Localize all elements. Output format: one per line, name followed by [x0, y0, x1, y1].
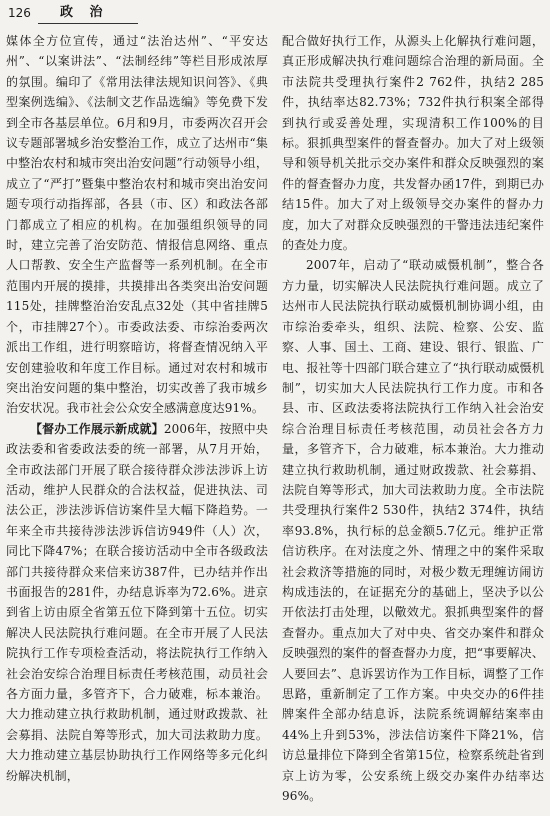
left-column: [6, 31, 268, 786]
paragraph: 媒体全方位宣传，通过“法治达州”、“平安达州”、“以案讲法”、“法制经纬”等栏目形成浓厚的氛围。编印了《常用法律法规知识问答》、《典型案例选编》、《法制文艺作品选编》等免费下发到全市各基层单位。6月和9月，市委两次召开会议专题部署城乡治安整治工作，成立了达州市“集中整治农村和城市突出治安问题”行动领导小组，成立了“严打”暨集中整治农村和城市突出治安问题专项行动指挥部，各县（市、区）和政法各部门都成立了相应的机构。在加强组织领导的同时，建立完善了治安防范、情报信息网络、重点人口帮教、安全生产监督等一系列机制。在全市范围内开展的摸排，共摸排出各类突出治安问题115处，挂牌整治治安乱点32处（其中省挂牌5个，市挂牌27个）。市委政法委、市综治委两次派出工作组，进行明察暗访，将督查情况纳入平安创建验收和年度工作目标。通过对农村和城市突出治安问题的集中整治，切实改善了我市城乡治安状况。我市社会公众安全感满意度达91%。: [6, 34, 268, 416]
section-heading: 【督办工作展示新成就】: [30, 421, 164, 436]
page-number: 126: [8, 6, 31, 20]
paragraph: 2007年，启动了“联动威慑机制”，整合各方力量，切实解决人民法院执行难问题。成立了达州市人民法院执行联动威慑机制协调小组，由市综治委牵头，组织、法院、检察、公安、监察、人事、国土、工商、建设、银行、银监、广电、报社等十四部门联合建立了“执行联动威慑机制”，切实加大人民法院执行工作力度。市和各县、市、区政法委将法院执行工作纳入社会治安综合治理目标责任考核范围，动员社会各方力量，多管齐下，合力破难，标本兼治。大力推动建立执行救助机制，通过财政拨款、社会募捐、法院自筹等形式，加大司法救助力度。全市法院共受理执行案件2 530件，执结2 374件，执结率93.8%，执行标的总金额5.7亿元。维护正常信访秩序。在对法度之外、情理之中的案件采取社会救济等措施的同时，对极少数无理缠访闹访构成违法的，在证据充分的基础上，坚决予以公开依法打击处理，以儆效尤。狠抓典型案件的督查督办。重点加大了对中央、省交办案件和群众反映强烈的案件的督查督办力度，把“事要解决、人要回去”、息诉罢访作为工作目标，调整了工作思路，重新制定了工作方案。中央交办的6件挂牌案件全部办结息诉，法院系统调解结案率由44%上升到53%，涉法信访案件下降21%，信访总量排位下降到全省第15位，检察系统赴省到京上访为零，公安系统上级交办案件办结率达96%。: [282, 258, 544, 804]
paragraph: [6, 419, 268, 786]
paragraph-text: 2006年，按照中央政法委和省委政法委的统一部署，从7月开始，全市政法部门开展了联合接待群众涉法涉诉上访活动，维护人民群众的合法权益，促进执法、司法公正，涉法涉诉信访案件呈大幅下降趋势。一年来全市共接待涉法涉诉信访949件（人）次，同比下降47%；在联合接访活动中全市各级政法部门共接待群众来信来访387件，已办结并作出书面报告的281件，办结息诉率为72.6%。进京到省上访由原全省第五位下降到第十五位。切实解决人民法院执行难问题。在全市开展了人民法院执行工作专项检查活动，将法院执行工作纳入社会治安综合治理目标责任考核范围，动员社会各方面力量，多管齐下，合力破难，标本兼治。大力推动建立执行救助机制，通过财政拨款、社会募捐、法院自筹等形式，加大司法救助力度。大力推动建立基层协助执行工作网络等多元化纠纷解决机制，: [6, 421, 268, 783]
section-title: 政 治: [60, 5, 109, 20]
page-header: [8, 2, 542, 26]
paragraph: 配合做好执行工作，从源头上化解执行难问题，真正形成解决执行难问题综合治理的新局面。全市法院共受理执行案件2 762件，执结2 285件，执结率达82.73%；732件执行积案全部得到执行或妥善处理，实现清积工作100%的目标。狠抓典型案件的督查督办。加大了对上级领导和领导机关批示交办案件和群众反映强烈的案件的督查督办力度，共发督办函17件，到期已办结15件。加大了对上级领导交办案件的督办力度，加大了对群众反映强烈的干警违法违纪案件的查处力度。: [282, 34, 544, 253]
right-column: [282, 31, 544, 806]
header-rule: [38, 23, 138, 24]
